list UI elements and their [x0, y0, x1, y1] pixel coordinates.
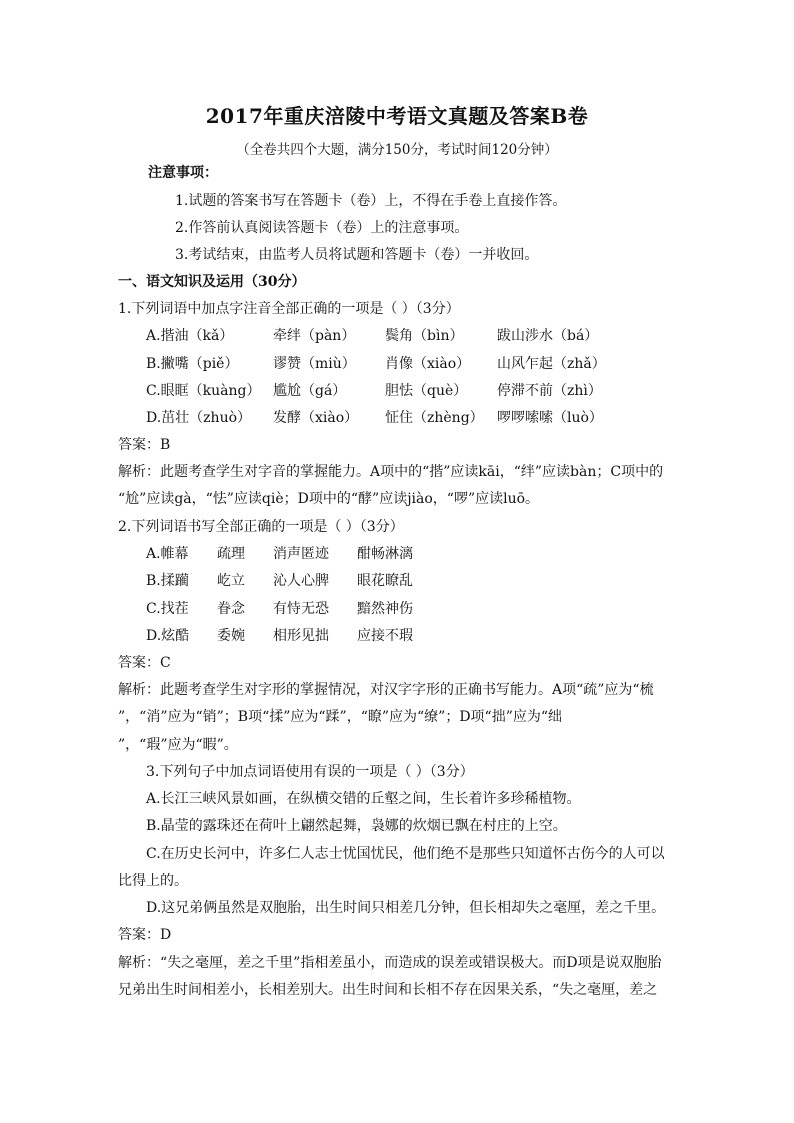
q2-option-cell: 沁人心脾	[273, 573, 329, 589]
q1-option-cell: A.揩油（kǎ）	[146, 328, 234, 344]
q2-option-cell: 黯然神伤	[357, 601, 413, 617]
question-stem: 2.下列词语书写全部正确的一项是（ ）（3分）	[118, 519, 404, 535]
q2-option-cell: C.找茬	[146, 601, 189, 617]
document-title: 2017年重庆涪陵中考语文真题及答案B卷	[205, 104, 589, 128]
q2-option-cell: 相形见拙	[273, 628, 329, 644]
section-heading: 一、语文知识及运用（30分）	[118, 274, 306, 290]
q1-option-cell: B.撇嘴（piě）	[146, 356, 239, 372]
q2-option-cell: 疏理	[217, 546, 245, 562]
q1-option-cell: 牵绊（pàn）	[273, 328, 356, 344]
notice-heading: 注意事项：	[148, 165, 218, 181]
q1-option-cell: 山风乍起（zhǎ）	[497, 356, 606, 372]
q2-option-cell: D.炫酷	[146, 628, 190, 644]
q2-option-cell: 屹立	[217, 573, 245, 589]
question-stem: 1.下列词语中加点字注音全部正确的一项是（ ）（3分）	[118, 301, 460, 317]
q1-option-cell: 肖像（xiào）	[385, 356, 471, 372]
q1-option-cell: 啰啰嗦嗦（luò）	[497, 410, 603, 426]
answer-line: 答案：D	[118, 927, 172, 943]
analysis-line: 解析：此题考查学生对字音的掌握能力。A项中的“揩”应读kāi，“绊”应读bàn；C项中的	[118, 464, 664, 480]
analysis-line: 解析：此题考查学生对字形的掌握情况，对汉字字形的正确书写能力。A项“疏”应为“梳	[118, 682, 654, 698]
analysis-line: 解析：“失之毫厘，差之千里”指相差虽小，而造成的误差或错误极大。而D项是说双胞胎	[118, 955, 662, 971]
q1-option-cell: 谬赞（miù）	[273, 356, 356, 372]
q3-option: A.长江三峡风景如画，在纵横交错的丘壑之间，生长着许多珍稀植物。	[146, 791, 581, 807]
q3-option: D.这兄弟俩虽然是双胞胎，出生时间只相差几分钟，但长相却失之毫厘，差之千里。	[146, 900, 666, 916]
document-subtitle: （全卷共四个大题，满分150分，考试时间120分钟）	[236, 142, 558, 158]
q1-option-cell: 怔住（zhèng）	[385, 410, 484, 426]
q2-option-cell: 消声匿迹	[273, 546, 329, 562]
q2-option-cell: 委婉	[217, 628, 245, 644]
answer-line: 答案：C	[118, 655, 171, 671]
analysis-line: ”，“消”应为“销”；B项“揉”应为“蹂”，“瞭”应为“缭”；D项“拙”应为“绌	[118, 709, 563, 725]
q1-option-cell: C.眼眶（kuàng）	[146, 383, 261, 399]
q1-option-cell: 鬓角（bìn）	[385, 328, 464, 344]
q2-option-cell: 有恃无恐	[273, 601, 329, 617]
notice-item: 2.作答前认真阅读答题卡（卷）上的注意事项。	[175, 220, 469, 236]
notice-item: 3.考试结束，由监考人员将试题和答题卡（卷）一并收回。	[175, 247, 539, 263]
q3-option: B.晶莹的露珠还在荷叶上翩然起舞，袅娜的炊烟已飘在村庄的上空。	[146, 818, 567, 834]
q1-option-cell: 胆怯（què）	[385, 383, 468, 399]
q1-option-cell: D.茁壮（zhuò）	[146, 410, 252, 426]
analysis-line: “尬”应读gà，“怯”应读qiè；D项中的“酵”应读jiào，“啰”应读luō。	[118, 491, 540, 507]
q2-option-cell: 应接不瑕	[357, 628, 413, 644]
notice-item: 1.试题的答案书写在答题卡（卷）上，不得在手卷上直接作答。	[175, 193, 567, 209]
answer-line: 答案：B	[118, 437, 171, 453]
q1-option-cell: 发酵（xiào）	[273, 410, 359, 426]
q2-option-cell: 酣畅淋漓	[357, 546, 413, 562]
q2-option-cell: 眷念	[217, 601, 245, 617]
analysis-line: ”，“瑕”应为“暇”。	[118, 737, 238, 753]
q2-option-cell: 眼花瞭乱	[357, 573, 413, 589]
q3-option: C.在历史长河中，许多仁人志士忧国忧民，他们绝不是那些只知道怀古伤今的人可以	[146, 846, 665, 862]
question-stem: 3.下列句子中加点词语使用有误的一项是（ ）（3分）	[146, 764, 474, 780]
q2-option-cell: B.揉躏	[146, 573, 189, 589]
analysis-line: 兄弟出生时间相差小，长相差别大。出生时间和长相不存在因果关系，“失之毫厘，差之	[118, 982, 658, 998]
q1-option-cell: 尴尬（gá）	[273, 383, 347, 399]
q1-option-cell: 停滞不前（zhì）	[497, 383, 602, 399]
q1-option-cell: 跋山涉水（bá）	[497, 328, 599, 344]
q2-option-cell: A.帷幕	[146, 546, 189, 562]
q3-option: 比得上的。	[118, 873, 188, 889]
